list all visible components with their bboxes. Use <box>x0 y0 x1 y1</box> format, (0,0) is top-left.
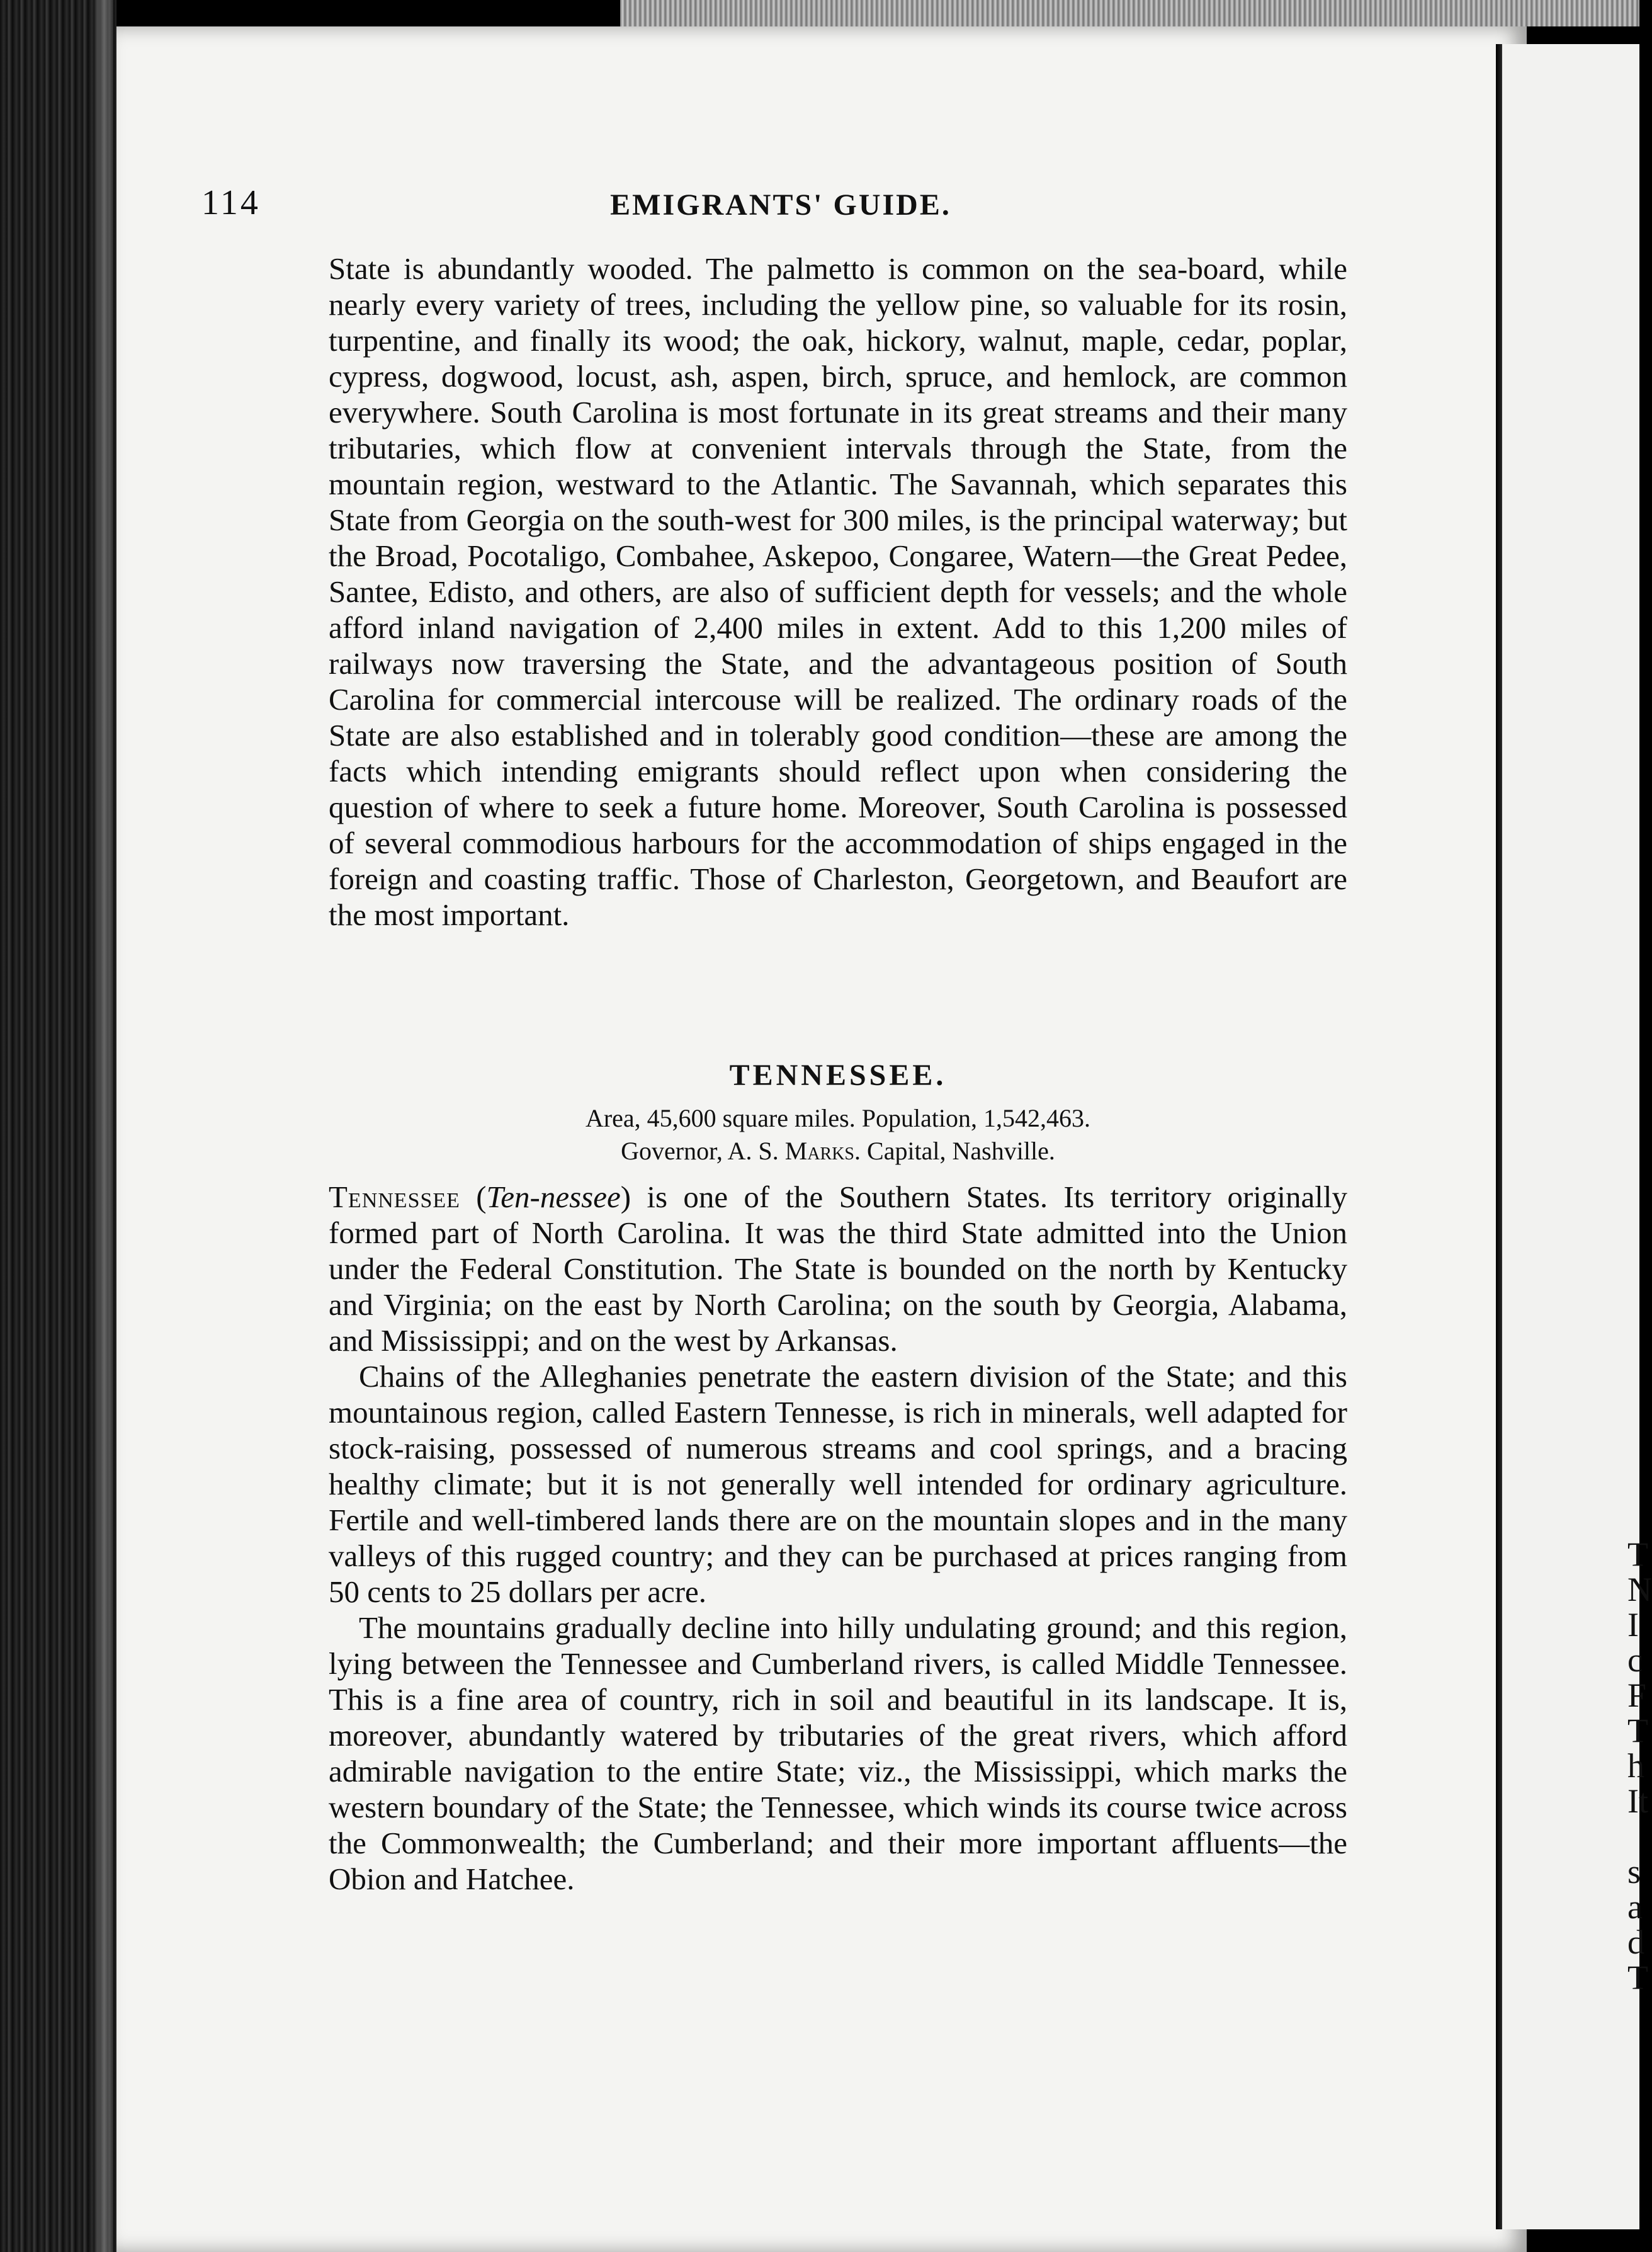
intro-text: ) is one of the Southern States. Its territory originally formed part of North Carolina. It was the third State admitted into the Union under the Federal Constitution. The State is bounded on the north by Kentucky and Virginia; on the east by North Carolina; on the south by Georgia, Alabama, and Mississippi; and on the west by Arkansas. <box>329 1180 1347 1358</box>
spine-edge <box>94 0 113 2252</box>
tennessee-intro-paragraph <box>329 1179 1347 1358</box>
facing-fragment: T <box>1627 1535 1648 1573</box>
facing-fragment: T <box>1627 1959 1648 1996</box>
capital-text: . Capital, Nashville. <box>854 1137 1055 1165</box>
page-header <box>201 183 1360 233</box>
governor-label: Governor, A. S. <box>621 1137 785 1165</box>
state-facts-line-2 <box>329 1135 1347 1168</box>
running-head: EMIGRANTS' GUIDE. <box>610 188 951 222</box>
facing-fragment: F <box>1627 1676 1647 1714</box>
facing-fragment: T <box>1627 1712 1648 1749</box>
facing-fragment: h <box>1627 1747 1644 1785</box>
facing-page-text <box>1627 1535 1652 2103</box>
facing-fragment: N <box>1627 1571 1652 1608</box>
page-number: 114 <box>201 183 261 222</box>
facing-fragment: s <box>1627 1853 1641 1891</box>
facing-fragment: d <box>1627 1923 1644 1961</box>
south-carolina-paragraph <box>329 251 1347 933</box>
middle-tennessee-paragraph: The mountains gradually decline into hilly undulating ground; and this region, lying between the Tennessee and Cumberland rivers, is called Middle Tennessee. This is a fine area of country, rich in soil and beautiful in its landscape. It is, moreover, abundantly watered by tributaries of the great rivers, which afford admirable navigation to the entire State; viz., the Mississippi, which marks the western boundary of the State; the Tennessee, which winds its course twice across the Commonwealth; the Cumberland; and their more important affluents—the Obion and Hatchee. <box>329 1610 1347 1896</box>
tennessee-lead-word: Tennessee <box>329 1180 460 1214</box>
facing-fragment: I <box>1627 1606 1639 1644</box>
pronunciation-open: ( <box>460 1180 487 1214</box>
governor-name: Marks <box>784 1137 855 1165</box>
state-facts <box>329 1102 1347 1168</box>
facing-fragment: c <box>1627 1641 1643 1679</box>
facing-fragment: It <box>1627 1782 1648 1820</box>
tennessee-section <box>329 1179 1347 1897</box>
eastern-tennessee-paragraph: Chains of the Alleghanies penetrate the eastern division of the State; and this mountainous region, called Eastern Tennesse, is rich in minerals, well adapted for stock-raising, possessed of numerous streams and cool springs, and a bracing healthy climate; but it is not generally well intended for ordinary agriculture. Fertile and well-timbered lands there are on the mountain slopes and in the many valleys of this rugged country; and they can be purchased at prices ranging from 50 cents to 25 dollars per acre. <box>329 1359 1347 1609</box>
pronunciation: Ten-nessee <box>486 1180 621 1214</box>
next-page-edge <box>620 0 1639 26</box>
facing-fragment <box>1627 1819 1639 1854</box>
facing-page <box>1502 44 1652 2229</box>
paragraph-text: State is abundantly wooded. The palmetto is common on the sea-board, while nearly every variety of trees, including the yellow pine, so valuable for its rosin, turpentine, and finally its wood; the oak, hickory, walnut, maple, cedar, poplar, cypress, dogwood, locust, ash, aspen, birch, spruce, and hemlock, are common everywhere. South Carolina is most fortunate in its great streams and their many tributaries, which flow at convenient intervals through the State, from the mountain region, westward to the Atlantic. The Savannah, which separates this State from Georgia on the south-west for 300 miles, is the principal waterway; but the Broad, Pocotaligo, Combahee, Askepoo, Congaree, Watern—the Great Pedee, Santee, Edisto, and others, are also of sufficient depth for vessels; and the whole afford inland navigation of 2,400 miles in extent. Add to this 1,200 miles of railways now traversing the State, and the advantageous position of South Carolina for commercial intercouse will be realized. The ordinary roads of the State are also established and in tolerably good condition—these are among the facts which intending emigrants should reflect upon when considering the question of where to seek a future home. Moreover, South Carolina is possessed of several commodious harbours for the accommodation of ships engaged in the foreign and coasting traffic. Those of Charleston, Georgetown, and Beaufort are the most important. <box>329 251 1347 932</box>
section-heading: TENNESSEE. <box>729 1059 947 1092</box>
state-facts-line-1: Area, 45,600 square miles. Population, 1,542,463. <box>585 1104 1091 1132</box>
facing-fragment: a <box>1627 1888 1643 1926</box>
